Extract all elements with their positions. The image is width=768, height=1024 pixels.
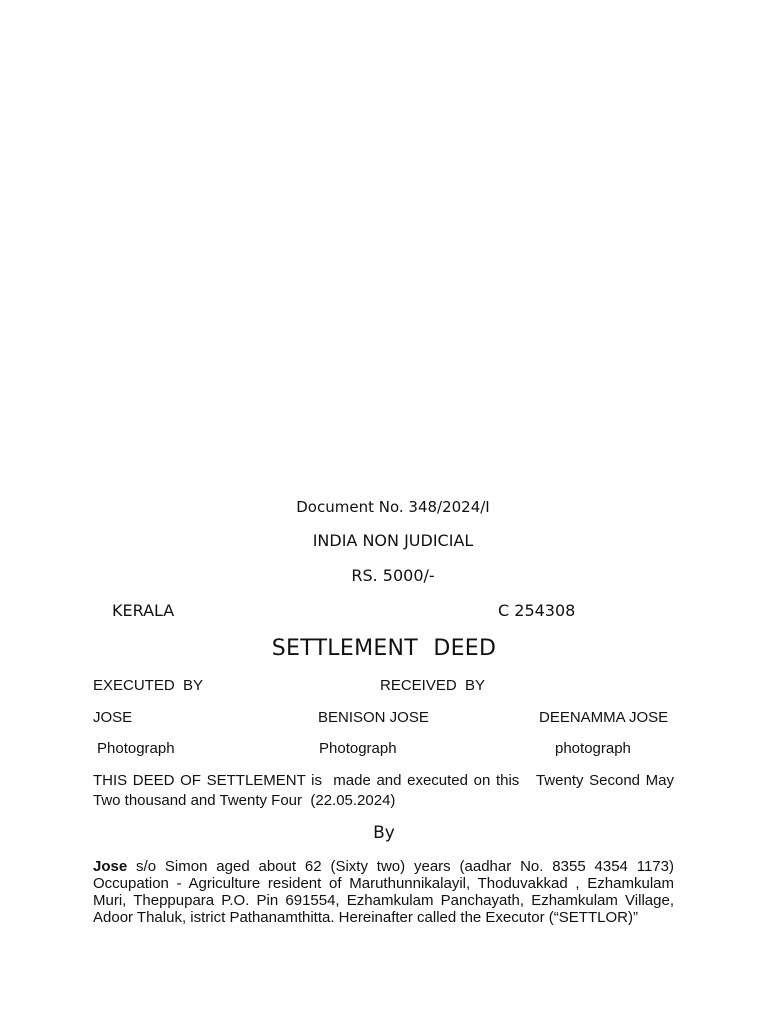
- deed-title-word-2: DEED: [433, 636, 497, 661]
- document-number: Document No. 348/2024/I: [296, 498, 490, 516]
- receiver-1-name: BENISON JOSE: [318, 709, 429, 726]
- executor-name: JOSE: [93, 709, 133, 726]
- receiver-2-name: DEENAMMA JOSE: [539, 709, 669, 726]
- settlor-name: Jose: [93, 858, 128, 875]
- receiver-1-photograph-label: Photograph: [319, 740, 397, 757]
- deed-title: [0, 636, 768, 661]
- deed-intro-paragraph: THIS DEED OF SETTLEMENT is made and executed on this Twenty Second May Two thousand and Twenty Four (22.05.2024): [93, 772, 678, 809]
- executed-by-label: EXECUTED BY: [93, 677, 204, 694]
- settlor-paragraph: [93, 858, 674, 926]
- received-by-label: RECEIVED BY: [380, 677, 486, 694]
- by-heading: By: [373, 823, 395, 843]
- stamp-serial: C 254308: [498, 601, 576, 620]
- stamp-state: KERALA: [112, 601, 175, 620]
- stamp-value: RS. 5000/-: [351, 566, 435, 585]
- deed-title-word-1: SETTLEMENT: [271, 636, 419, 661]
- settlor-details: s/o Simon aged about 62 (Sixty two) years (aadhar No. 8355 4354 1173) Occupation - Agriculture resident of Maruthunnikalayil, Thoduvakkad , Ezhamkulam Muri, Theppupara P.O. Pin 691554, Ezhamkulam Panchayath, Ezhamkulam Village, Adoor Thaluk, istrict Pathanamthitta. Hereinafter called the Executor (“SETTLOR)”: [93, 858, 674, 926]
- receiver-2-photograph-label: photograph: [555, 740, 631, 757]
- executor-photograph-label: Photograph: [97, 740, 175, 757]
- stamp-heading: INDIA NON JUDICIAL: [312, 531, 474, 550]
